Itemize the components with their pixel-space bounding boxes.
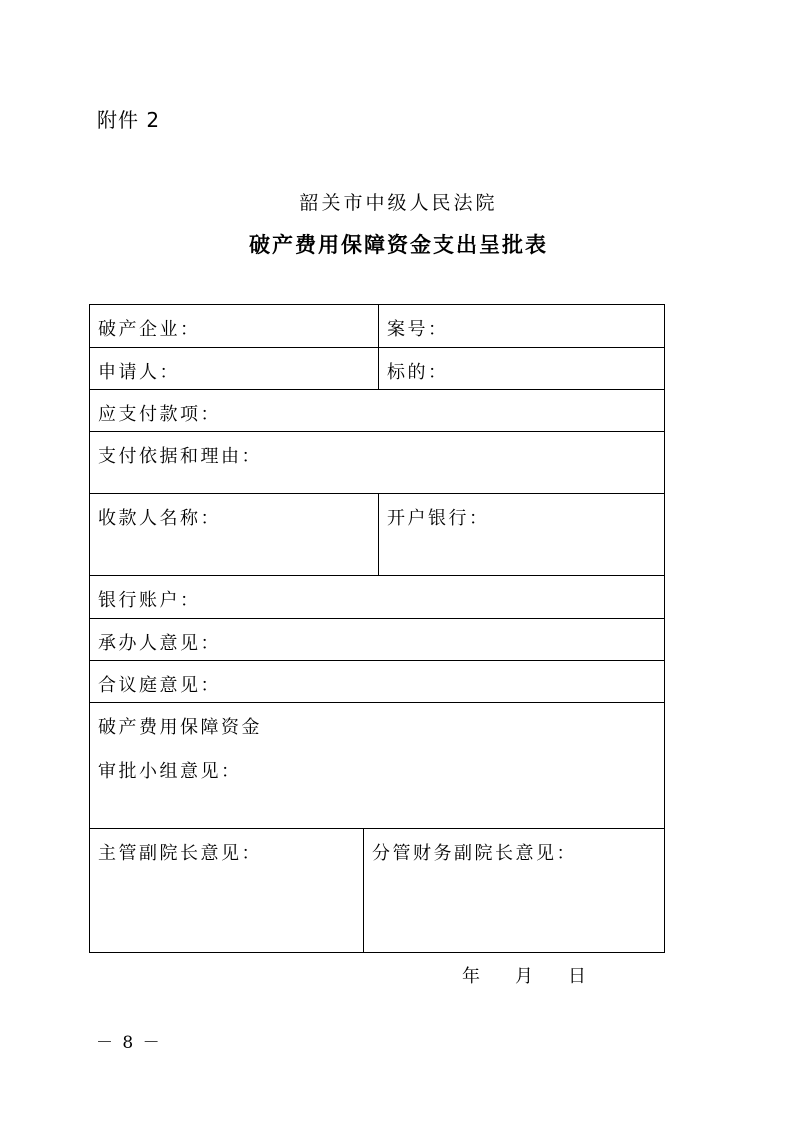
- payee-name-field[interactable]: 收款人名称：: [98, 508, 221, 529]
- panel-opinion-field[interactable]: 合议庭意见：: [98, 675, 221, 696]
- finance-vice-president-opinion-field[interactable]: 分管财务副院长意见：: [372, 843, 577, 864]
- row-divider: [90, 618, 664, 619]
- bankrupt-company-field[interactable]: 破产企业：: [98, 319, 201, 340]
- row-divider: [90, 493, 664, 494]
- form-title: 破产费用保障资金支出呈批表: [249, 233, 548, 257]
- review-group-opinion-field[interactable]: 审批小组意见：: [98, 761, 242, 782]
- case-number-field[interactable]: 案号：: [387, 319, 449, 340]
- row-divider: [90, 389, 664, 390]
- applicant-field[interactable]: 申请人：: [98, 362, 180, 383]
- court-name: 韶关市中级人民法院: [299, 192, 498, 214]
- date-month: 月: [515, 966, 533, 987]
- date-year: 年: [462, 966, 480, 987]
- payment-basis-field[interactable]: 支付依据和理由：: [98, 446, 262, 467]
- date-day: 日: [568, 966, 586, 987]
- row-divider: [90, 347, 664, 348]
- subject-matter-field[interactable]: 标的：: [387, 362, 449, 383]
- review-group-label-line1: 破产费用保障资金: [98, 717, 262, 738]
- column-divider: [363, 828, 364, 953]
- page-number: － 8 －: [96, 1033, 162, 1053]
- attachment-label: 附件 2: [97, 108, 161, 132]
- vice-president-opinion-field[interactable]: 主管副院长意见：: [98, 843, 262, 864]
- column-divider: [378, 493, 379, 575]
- handler-opinion-field[interactable]: 承办人意见：: [98, 633, 221, 654]
- row-divider: [90, 575, 664, 576]
- payable-item-field[interactable]: 应支付款项：: [98, 404, 221, 425]
- bank-field[interactable]: 开户银行：: [387, 508, 490, 529]
- row-divider: [90, 431, 664, 432]
- row-divider: [90, 828, 664, 829]
- bank-account-field[interactable]: 银行账户：: [98, 590, 201, 611]
- approval-form-table: [89, 304, 665, 953]
- row-divider: [90, 660, 664, 661]
- column-divider: [378, 305, 379, 389]
- row-divider: [90, 702, 664, 703]
